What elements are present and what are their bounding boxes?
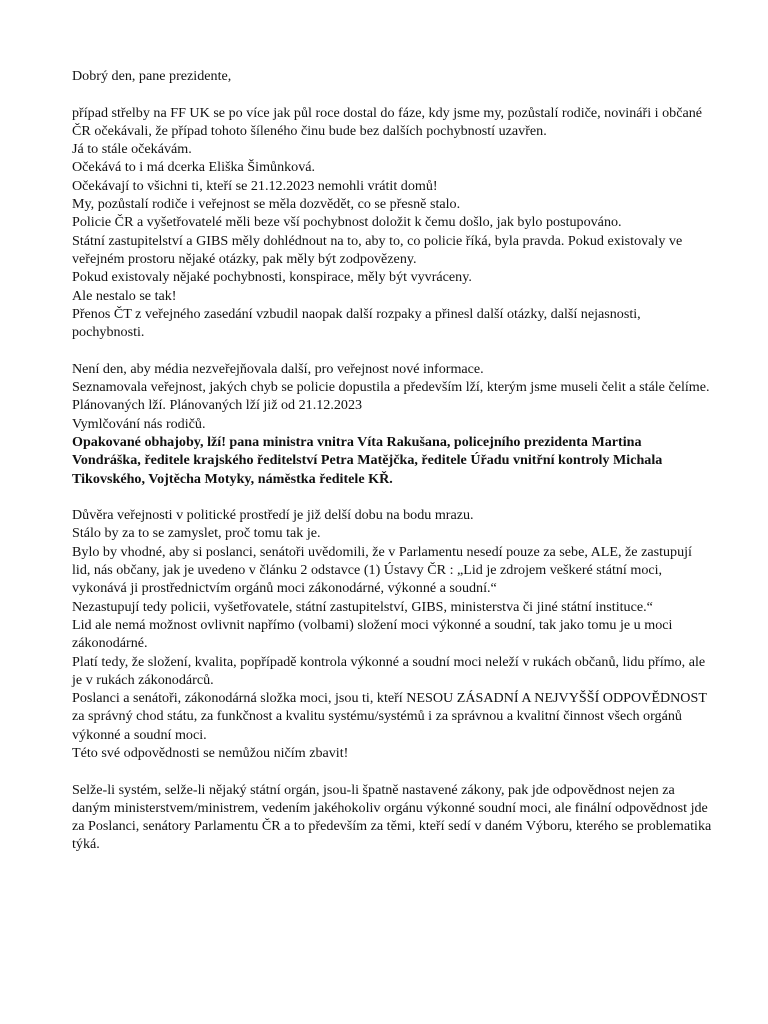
paragraph: Plánovaných lží. Plánovaných lží již od 21.12.2023 <box>72 397 363 414</box>
paragraph: Seznamovala veřejnost, jakých chyb se policie dopustila a především lží, kterým jsme museli čelit a stále čelíme. <box>72 379 710 396</box>
paragraph: Není den, aby média nezveřejňovala další, pro veřejnost nové informace. <box>72 360 484 377</box>
paragraph: Já to stále očekávám. <box>72 141 192 158</box>
paragraph: případ střelby na FF UK se po více jak půl roce dostal do fáze, kdy jsme my, pozůstalí rodiče, novináři i občané ČR očekávali, že případ tohoto šíleného činu bude bez dalších pochybností uzavřen. <box>72 104 703 139</box>
paragraph: Selže-li systém, selže-li nějaký státní orgán, jsou-li špatně nastavené zákony, pak jde odpovědnost nejen za daným ministerstvem/ministrem, vedením jakéhokoliv orgánu výkonné soudní moci, ale finální odpovědnost jde za Poslanci, senátory Parlamentu ČR a to především za těmi, kteří sedí v daném Výboru, kterého se problematika týká. <box>72 781 712 853</box>
paragraph: Lid ale nemá možnost ovlivnit napřímo (volbami) složení moci výkonné a soudní, tak jako tomu je u moci zákonodárné. <box>72 616 673 652</box>
paragraph: Očekává to i má dcerka Eliška Šimůnková. <box>72 159 316 176</box>
paragraph: Důvěra veřejnosti v politické prostředí je již delší dobu na bodu mrazu. <box>72 507 474 524</box>
paragraph: Policie ČR a vyšetřovatelé měli beze vší pochybnost doložit k čemu došlo, jak bylo postupováno. <box>72 214 622 231</box>
paragraph-gap <box>72 341 712 359</box>
paragraph: Platí tedy, že složení, kvalita, popřípadě kontrola výkonné a soudní moci neleží v rukách občanů, lidu přímo, ale je v rukách zákonodárců. <box>72 653 706 688</box>
paragraph: Pokud existovaly nějaké pochybnosti, konspirace, měly být vyvráceny. <box>72 269 472 286</box>
paragraph: Poslanci a senátoři, zákonodárná složka moci, jsou ti, kteří NESOU ZÁSADNÍ A NEJVYŠŠÍ ODPOVĚDNOST za správný chod státu, za funkčnost a kvalitu systému/systémů i za správnou a kvalitní činnost všech orgánů výkonné a soudní moci. <box>72 690 707 743</box>
section-3 <box>72 506 712 762</box>
section-1 <box>72 104 712 342</box>
paragraph: Očekávají to všichni ti, kteří se 21.12.2023 nemohli vrátit domů! <box>72 177 438 194</box>
paragraph: Této své odpovědnosti se nemůžou ničím zbavit! <box>72 744 349 761</box>
paragraph-gap <box>72 488 712 506</box>
paragraph: My, pozůstalí rodiče i veřejnost se měla dozvědět, co se přesně stalo. <box>72 196 461 213</box>
section-4 <box>72 781 712 854</box>
paragraph: Vymlčování nás rodičů. <box>72 415 206 432</box>
paragraph: Ale nestalo se tak! <box>72 287 177 304</box>
paragraph: Stálo by za to se zamyslet, proč tomu tak je. <box>72 525 321 542</box>
paragraph: Nezastupují tedy policii, vyšetřovatele, státní zastupitelství, GIBS, ministerstva či jiné státní instituce.“ <box>72 598 653 615</box>
paragraph: Přenos ČT z veřejného zasedání vzbudil naopak další rozpaky a přinesl další otázky, další nejasnosti, pochybnosti. <box>72 305 641 341</box>
paragraph: Bylo by vhodné, aby si poslanci, senátoři uvědomili, že v Parlamentu nesedí pouze za sebe, ALE, že zastupují lid, nás občany, jak je uvedeno v článku 2 odstavce (1) Ústavy ČR : „Lid je zdrojem veškeré státní moci, vykonává ji prostřednictvím orgánů moci zákonodárné, výkonné a soudní.“ <box>72 543 692 597</box>
bold-accusation-paragraph: Opakované obhajoby, lží! pana ministra vnitra Víta Rakušana, policejního prezidenta Martina Vondráška, ředitele krajského ředitelství Petra Matějčka, ředitele Úřadu vnitřní kontroly Michala Tikovského, Vojtěcha Motyky, náměstka ředitele KŘ. <box>72 433 663 487</box>
paragraph: Státní zastupitelství a GIBS měly dohlédnout na to, aby to, co policie říká, byla pravda. Pokud existovaly ve veřejném prostoru nějaké otázky, pak měly být zodpovězeny. <box>72 232 683 267</box>
paragraph-gap <box>72 85 712 103</box>
paragraph-gap <box>72 762 712 780</box>
letter-page <box>72 67 712 854</box>
section-2 <box>72 360 712 488</box>
greeting: Dobrý den, pane prezidente, <box>72 68 232 84</box>
